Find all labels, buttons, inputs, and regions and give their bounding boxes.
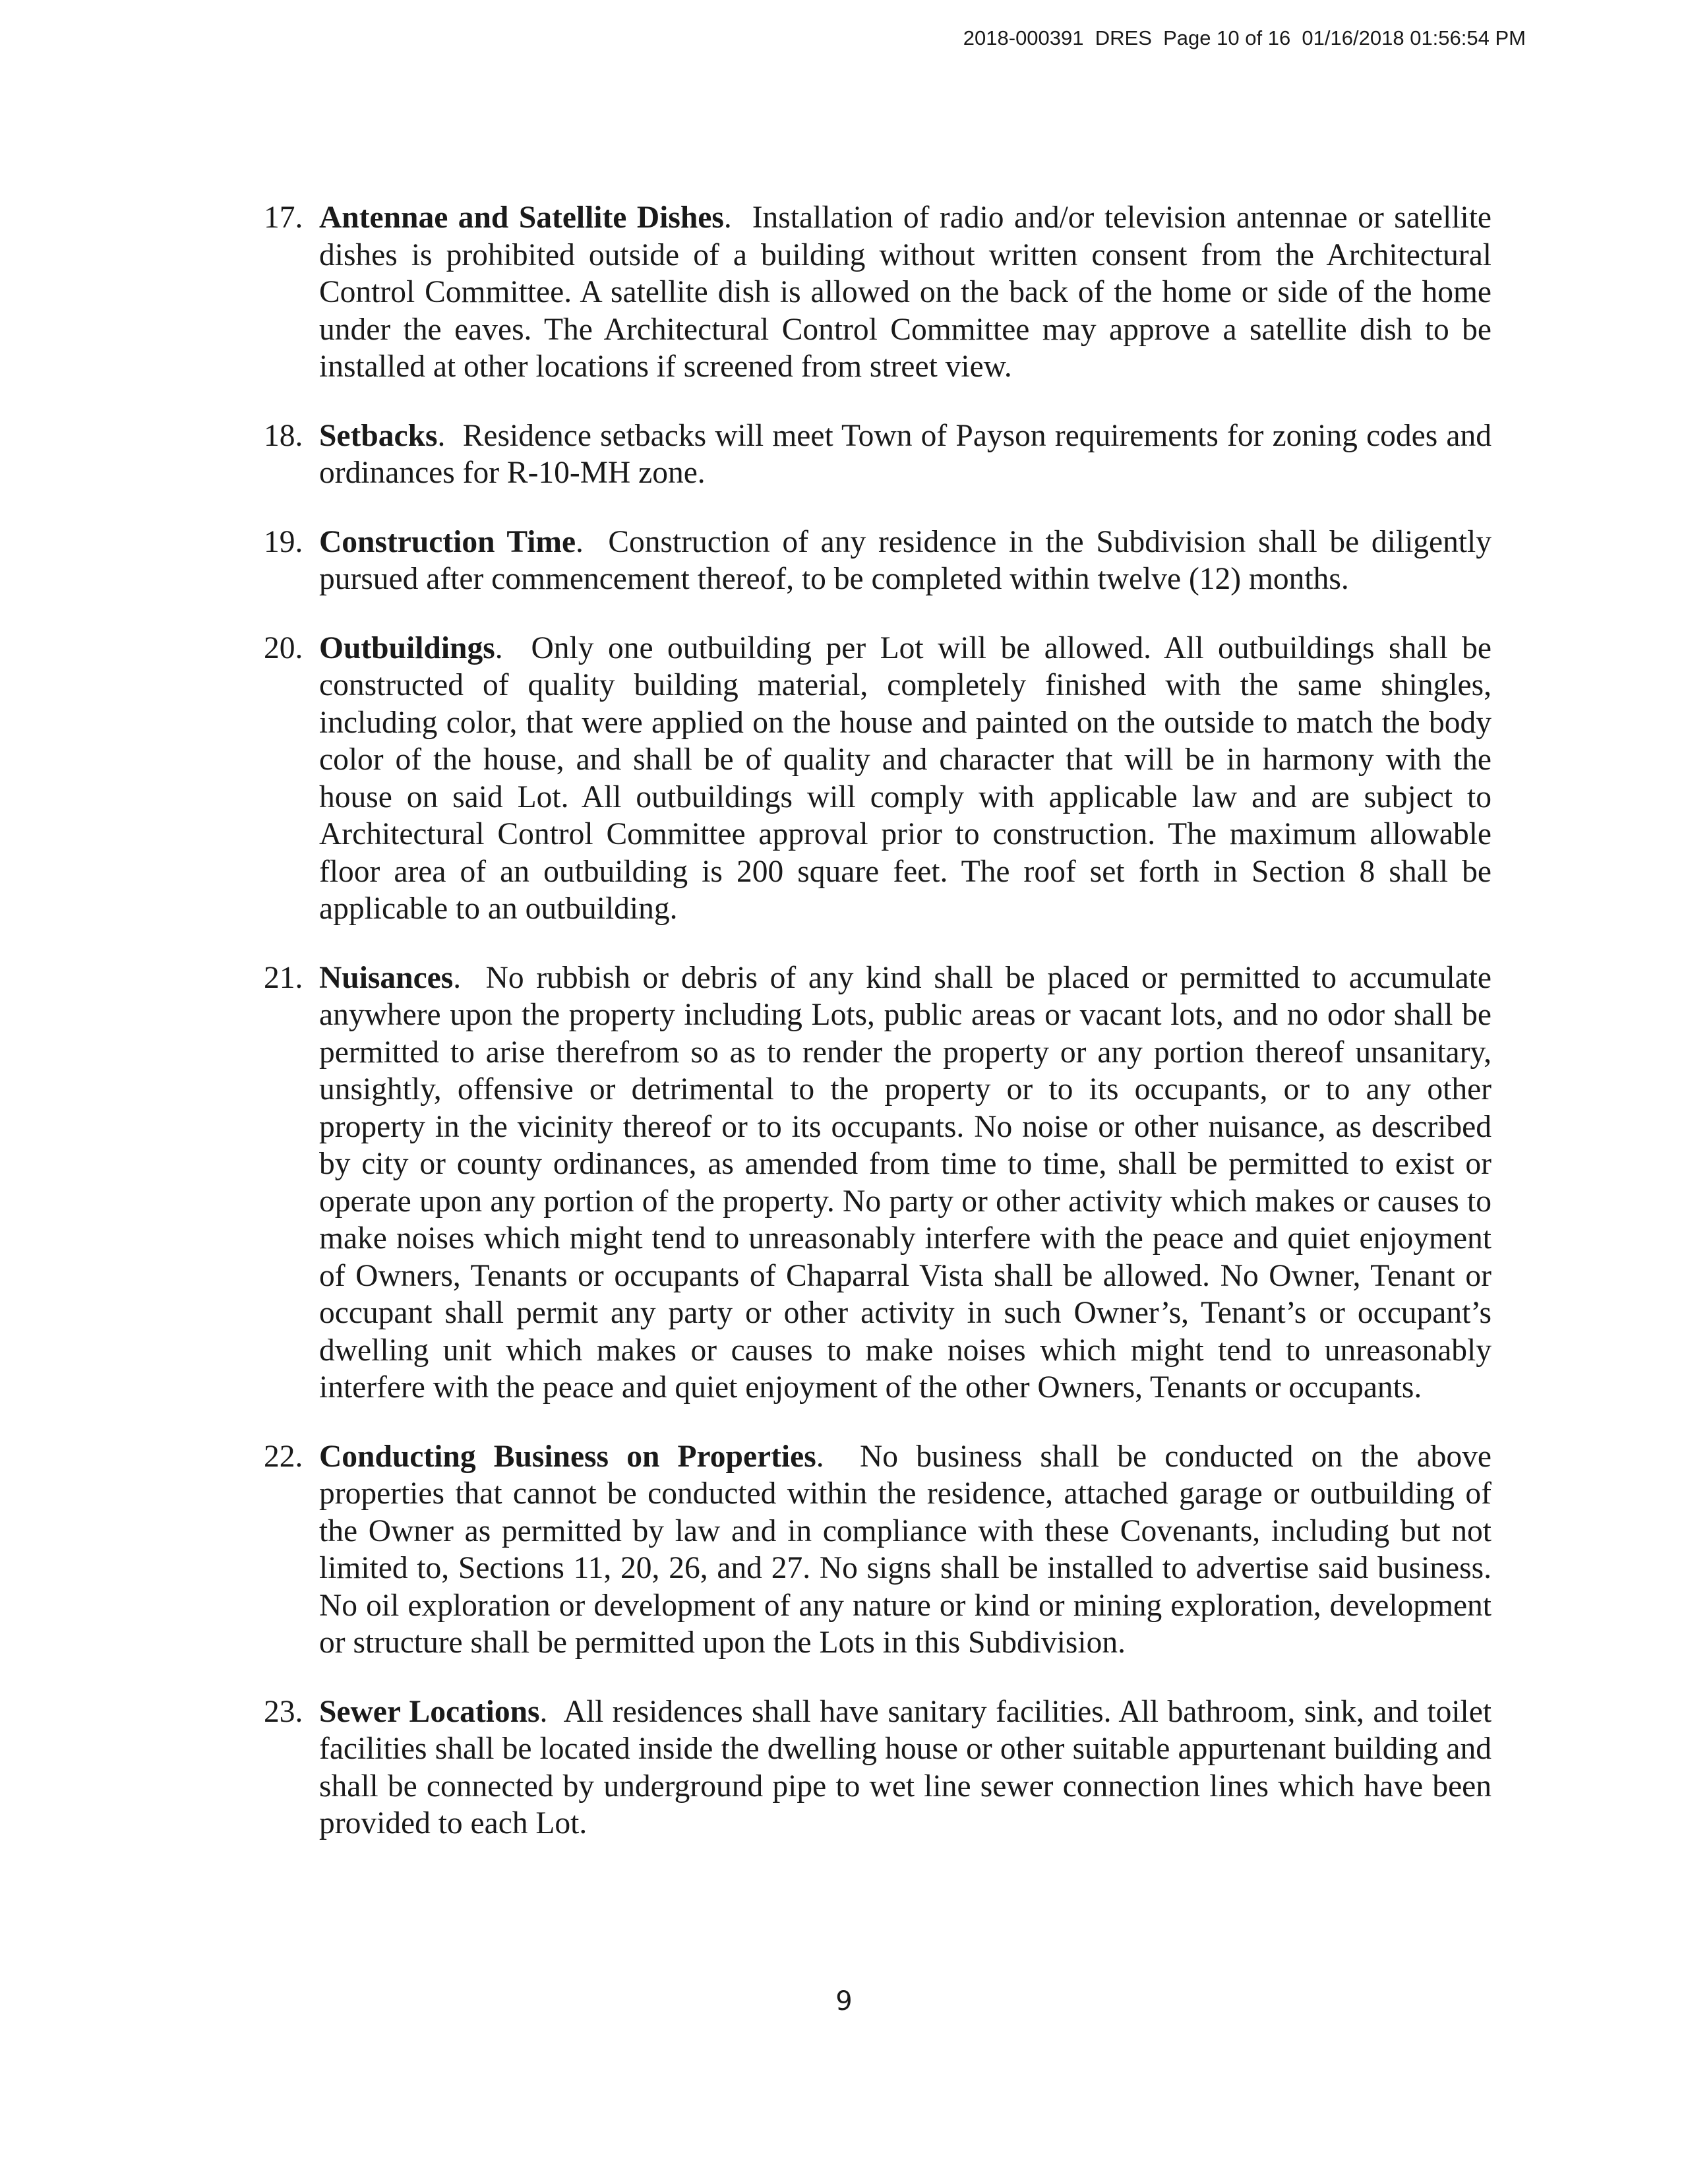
section-17: 17. Antennae and Satellite Dishes. Installation of radio and/or television antennae or satellite dishes is prohibited outside of a building without written consent from the Architectural Control Committee. A satellite dish is allowed on the back of the home or side of the home under the eaves. The Architectural Control Committee may approve a satellite dish to be installed at other locations if screened from street view.: [264, 200, 1492, 384]
section-23: 23. Sewer Locations. All residences shall have sanitary facilities. All bathroom, sink, and toilet facilities shall be located inside the dwelling house or other suitable appurtenant building and shall be connected by underground pipe to wet line sewer connection lines which have been provided to each Lot.: [264, 1694, 1492, 1840]
section-text: Only one outbuilding per Lot will be allowed. All outbuildings shall be constructed of quality building material, completely finished with the same shingles, including color, that were applied on the house and painted on the outside to match the body color of the house, and shall be of quality and character that will be in harmony with the house on said Lot. All outbuildings will comply with applicable law and are subject to Architectural Control Committee approval prior to construction. The maximum allowable floor area of an outbuilding is 200 square feet. The roof set forth in Section 8 shall be applicable to an outbuilding.: [319, 630, 1492, 926]
section-heading: Nuisances: [319, 960, 454, 995]
recording-stamp: [963, 26, 1526, 50]
stamp-date: 01/16/2018: [1302, 26, 1404, 49]
section-text: No business shall be conducted on the above properties that cannot be conducted within the residence, attached garage or outbuilding of the Owner as permitted by law and in compliance with these Covenants, including but not limited to, Sections 11, 20, 26, and 27. No signs shall be installed to advertise said business. No oil exploration or development of any nature or kind or mining exploration, development or structure shall be permitted upon the Lots in this Subdivision.: [319, 1439, 1492, 1660]
section-heading: Sewer Locations: [319, 1694, 540, 1729]
page-label: Page 10 of 16: [1163, 26, 1291, 49]
section-20: 20. Outbuildings. Only one outbuilding per Lot will be allowed. All outbuildings shall be constructed of quality building material, completely finished with the same shingles, including color, that were applied on the house and painted on the outside to match the body color of the house, and shall be of quality and character that will be in harmony with the house on said Lot. All outbuildings will comply with applicable law and are subject to Architectural Control Committee approval prior to construction. The maximum allowable floor area of an outbuilding is 200 square feet. The roof set forth in Section 8 shall be applicable to an outbuilding.: [264, 630, 1492, 926]
section-heading: Antennae and Satellite Dishes: [319, 200, 724, 235]
section-number: 23.: [264, 1694, 303, 1729]
section-text: Installation of radio and/or television antennae or satellite dishes is prohibited outside of a building without written consent from the Architectural Control Committee. A satellite dish is allowed on the back of the home or side of the home under the eaves. The Architectural Control Committee may approve a satellite dish to be installed at other locations if screened from street view.: [319, 200, 1492, 384]
document-body: [264, 199, 1492, 1874]
section-18: 18. Setbacks. Residence setbacks will meet Town of Payson requirements for zoning codes and ordinances for R-10-MH zone.: [264, 418, 1492, 490]
section-number: 22.: [264, 1439, 303, 1474]
doc-number: 2018-000391: [963, 26, 1084, 49]
section-number: 17.: [264, 200, 303, 235]
section-22: 22. Conducting Business on Properties. No business shall be conducted on the above properties that cannot be conducted within the residence, attached garage or outbuilding of the Owner as permitted by law and in compliance with these Covenants, including but not limited to, Sections 11, 20, 26, and 27. No signs shall be installed to advertise said business. No oil exploration or development of any nature or kind or mining exploration, development or structure shall be permitted upon the Lots in this Subdivision.: [264, 1439, 1492, 1660]
section-heading: Conducting Business on Properties: [319, 1439, 816, 1474]
section-heading: Construction Time: [319, 524, 576, 559]
section-number: 19.: [264, 524, 303, 559]
section-number: 20.: [264, 630, 303, 665]
dept-code: DRES: [1095, 26, 1152, 49]
section-text: Construction of any residence in the Subdivision shall be diligently pursued after commencement thereof, to be completed within twelve (12) months.: [319, 524, 1492, 596]
page-number: 9: [835, 1986, 853, 2017]
section-heading: Outbuildings: [319, 630, 495, 665]
section-number: 21.: [264, 960, 303, 995]
section-19: 19. Construction Time. Construction of any residence in the Subdivision shall be diligently pursued after commencement thereof, to be completed within twelve (12) months.: [264, 524, 1492, 596]
section-21: 21. Nuisances. No rubbish or debris of any kind shall be placed or permitted to accumulate anywhere upon the property including Lots, public areas or vacant lots, and no odor shall be permitted to arise therefrom so as to render the property or any portion thereof unsanitary, unsightly, offensive or detrimental to the property or to its occupants, or to any other property in the vicinity thereof or to its occupants. No noise or other nuisance, as described by city or county ordinances, as amended from time to time, shall be permitted to exist or operate upon any portion of the property. No party or other activity which makes or causes to make noises which might tend to unreasonably interfere with the peace and quiet enjoyment of Owners, Tenants or occupants of Chaparral Vista shall be allowed. No Owner, Tenant or occupant shall permit any party or other activity in such Owner’s, Tenant’s or occupant’s dwelling unit which makes or causes to make noises which might tend to unreasonably interfere with the peace and quiet enjoyment of the other Owners, Tenants or occupants.: [264, 960, 1492, 1405]
section-text: All residences shall have sanitary facilities. All bathroom, sink, and toilet facilities shall be located inside the dwelling house or other suitable appurtenant building and shall be connected by underground pipe to wet line sewer connection lines which have been provided to each Lot.: [319, 1694, 1492, 1840]
section-number: 18.: [264, 418, 303, 453]
stamp-time: 01:56:54 PM: [1410, 26, 1526, 49]
section-text: Residence setbacks will meet Town of Payson requirements for zoning codes and ordinances for R-10-MH zone.: [319, 418, 1492, 490]
section-text: No rubbish or debris of any kind shall be placed or permitted to accumulate anywhere upon the property including Lots, public areas or vacant lots, and no odor shall be permitted to arise therefrom so as to render the property or any portion thereof unsanitary, unsightly, offensive or detrimental to the property or to its occupants, or to any other property in the vicinity thereof or to its occupants. No noise or other nuisance, as described by city or county ordinances, as amended from time to time, shall be permitted to exist or operate upon any portion of the property. No party or other activity which makes or causes to make noises which might tend to unreasonably interfere with the peace and quiet enjoyment of Owners, Tenants or occupants of Chaparral Vista shall be allowed. No Owner, Tenant or occupant shall permit any party or other activity in such Owner’s, Tenant’s or occupant’s dwelling unit which makes or causes to make noises which might tend to unreasonably interfere with the peace and quiet enjoyment of the other Owners, Tenants or occupants.: [319, 960, 1492, 1405]
section-heading: Setbacks: [319, 418, 438, 453]
